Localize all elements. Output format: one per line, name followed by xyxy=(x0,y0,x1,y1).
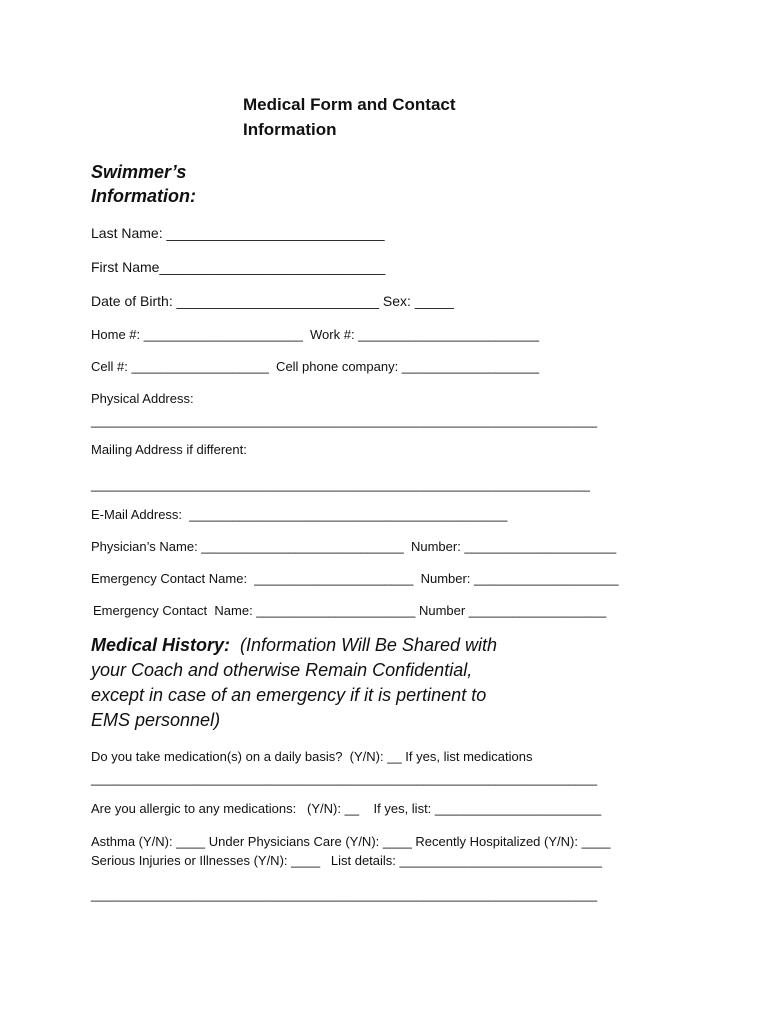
asthma-care-hospitalized-line[interactable]: Asthma (Y/N): ____ Under Physicians Care (Y/N): ____ Recently Hospitalized (Y/N): ____ xyxy=(91,834,611,849)
physician-field[interactable]: Physician’s Name: ____________________________ Number: _____________________ xyxy=(91,539,617,554)
mailing-address-line[interactable]: _____________________________________________________________________ xyxy=(91,477,590,492)
swimmer-heading-line1: Swimmer’s xyxy=(91,162,187,182)
email-field[interactable]: E-Mail Address: ____________________________________________ xyxy=(91,507,508,522)
swimmer-heading-line2: Information: xyxy=(91,186,196,206)
physical-address-label: Physical Address: xyxy=(91,391,194,406)
physical-address-line[interactable]: ______________________________________________________________________ xyxy=(91,413,598,428)
cell-phone-field[interactable]: Cell #: ___________________ Cell phone company: ___________________ xyxy=(91,359,540,374)
details-blank-line[interactable]: ______________________________________________________________________ xyxy=(91,887,598,902)
form-title-line1: Medical Form and Contact xyxy=(243,95,456,114)
allergy-question[interactable]: Are you allergic to any medications: (Y/N): __ If yes, list: _______________________ xyxy=(91,801,602,816)
dob-sex-field[interactable]: Date of Birth: __________________________ Sex: _____ xyxy=(91,293,454,309)
medical-history-heading-line4: EMS personnel) xyxy=(91,710,221,730)
emergency-contact-2-field[interactable]: Emergency Contact Name: ______________________ Number ___________________ xyxy=(93,603,607,618)
serious-injuries-line[interactable]: Serious Injuries or Illnesses (Y/N): ____ List details: ____________________________ xyxy=(91,853,602,868)
medical-history-label: Medical History: xyxy=(91,635,231,655)
mailing-address-label: Mailing Address if different: xyxy=(91,442,247,457)
medical-history-heading-line3: except in case of an emergency if it is pertinent to xyxy=(91,685,487,705)
form-title-line2: Information xyxy=(243,120,337,139)
medical-history-heading-line1 xyxy=(91,634,497,656)
home-work-phone-field[interactable]: Home #: ______________________ Work #: _________________________ xyxy=(91,327,539,342)
last-name-field[interactable]: Last Name: ____________________________ xyxy=(91,225,385,241)
medication-question[interactable]: Do you take medication(s) on a daily basis? (Y/N): __ If yes, list medications xyxy=(91,749,533,764)
emergency-contact-1-field[interactable]: Emergency Contact Name: ______________________ Number: ____________________ xyxy=(91,571,619,586)
medical-history-note-start: (Information Will Be Shared with xyxy=(230,635,497,655)
medication-list-line[interactable]: ______________________________________________________________________ xyxy=(91,771,598,786)
first-name-field[interactable]: First Name_____________________________ xyxy=(91,259,386,275)
medical-history-heading-line2: your Coach and otherwise Remain Confidential, xyxy=(91,660,473,680)
